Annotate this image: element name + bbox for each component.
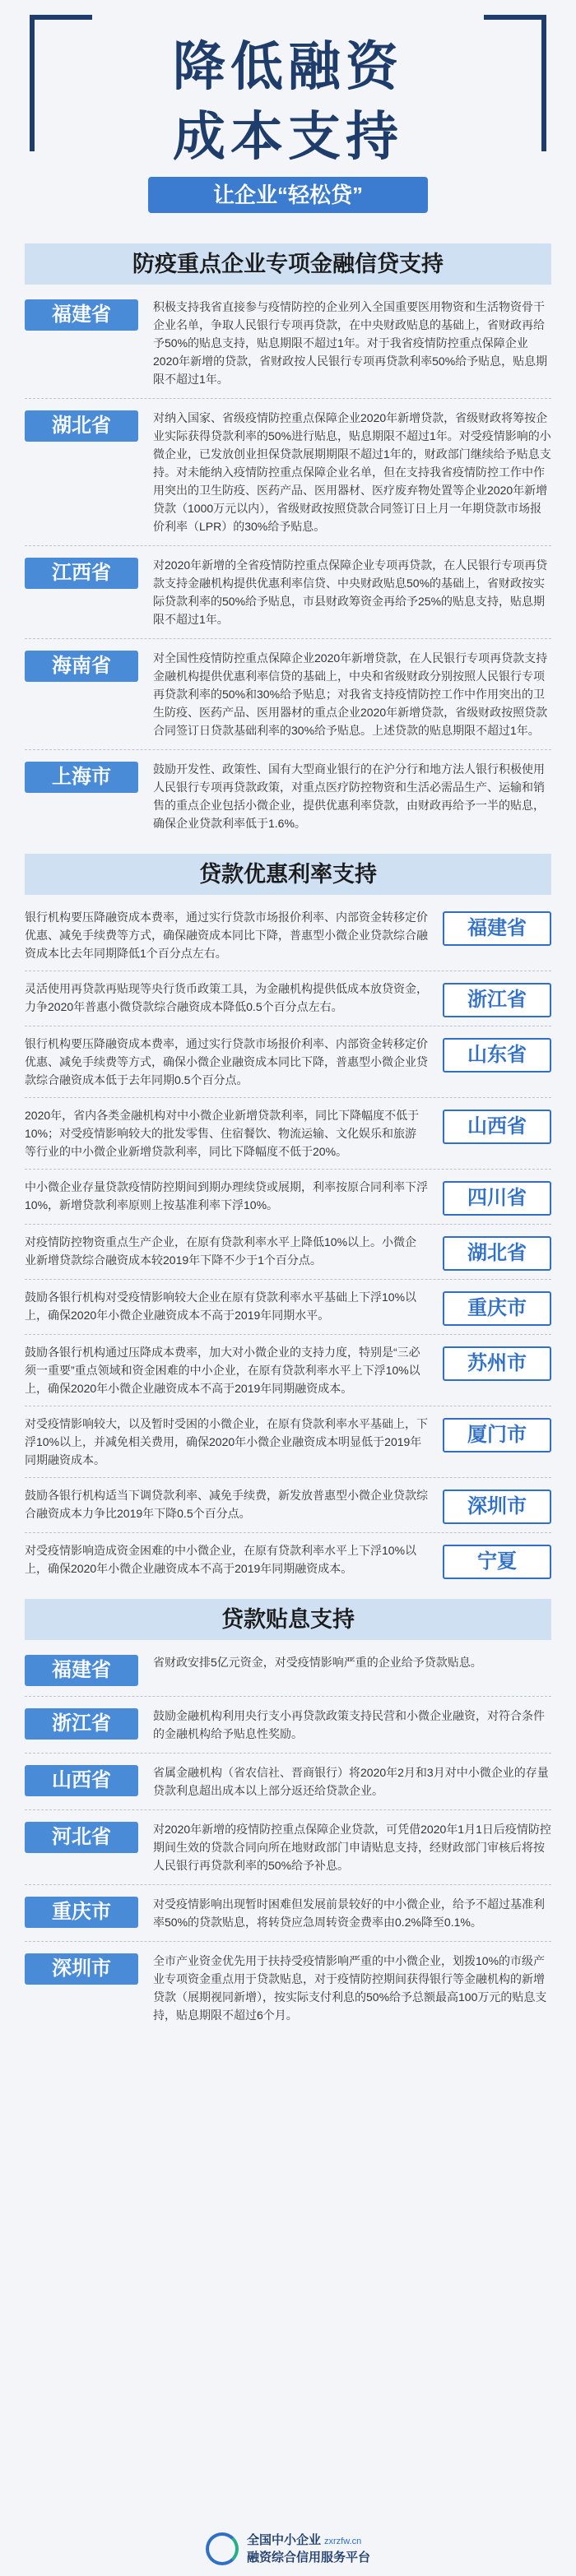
region-tag: 浙江省 xyxy=(25,1708,138,1740)
section-header-1: 防疫重点企业专项金融信贷支持 xyxy=(25,243,551,285)
section-header-2: 贷款优惠利率支持 xyxy=(25,854,551,895)
region-tag: 山西省 xyxy=(25,1765,138,1796)
section-3-list xyxy=(0,1640,576,2034)
region-tag: 山东省 xyxy=(443,1038,551,1073)
item-text: 鼓励各银行机构适当下调贷款利率、减免手续费，新发放普惠型小微企业贷款综合融资成本力争比2019年下降0.5个百分点。 xyxy=(25,1489,428,1520)
region-tag: 福建省 xyxy=(443,911,551,946)
list-item xyxy=(25,980,551,1026)
list-item xyxy=(25,409,551,546)
list-item xyxy=(25,1820,551,1885)
item-text: 省财政安排5亿元资金，对受疫情影响严重的企业给予贷款贴息。 xyxy=(153,1656,482,1669)
item-text: 对受疫情影响造成资金困难的中小微企业，在原有贷款利率水平上下浮10%以上，确保2020年小微企业融资成本不高于2019年同期融资成本。 xyxy=(25,1544,417,1575)
item-text: 对全国性疫情防控重点保障企业2020年新增贷款，在人民银行专项再贷款支持金融机构提供优惠利率信贷的基础上，中央和省级财政分别按照人民银行专项再贷款利率的50%和30%给予贴息；对我省支持疫情防控工作中作用突出的卫生防疫、医药产品、医用器材的重点企业2020年新增贷款，省级财政按照贷款合同签订日贷款基础利率的30%给予贴息。上述贷款的贴息期限不超过1年。 xyxy=(153,651,548,737)
section-1-list xyxy=(0,285,576,842)
region-tag: 苏州市 xyxy=(443,1346,551,1381)
region-tag: 宁夏 xyxy=(443,1545,551,1579)
title-line-1: 降低融资 xyxy=(173,37,403,98)
region-tag: 重庆市 xyxy=(443,1291,551,1326)
list-item xyxy=(25,908,551,971)
item-text: 对受疫情影响出现暂时困难但发展前景较好的中小微企业，给予不超过基准利率50%的贷款贴息，将转贷应急周转资金费率由0.2%降至0.1%。 xyxy=(153,1897,545,1929)
footer-text xyxy=(247,2532,370,2566)
item-text: 省属金融机构（省农信社、晋商银行）将2020年2月和3月对中小微企业的存量贷款利息超出成本以上部分返还给贷款企业。 xyxy=(153,1766,549,1797)
item-text: 鼓励金融机构利用央行支小再贷款政策支持民营和小微企业融资，对符合条件的金融机构给予贴息性奖励。 xyxy=(153,1709,545,1740)
item-text: 对受疫情影响较大，以及暂时受困的小微企业，在原有贷款利率水平基础上，下浮10%以上，并减免相关费用，确保2020年小微企业融资成本明显低于2019年同期融资成本。 xyxy=(25,1417,428,1466)
region-tag: 江西省 xyxy=(25,558,138,589)
region-tag: 海南省 xyxy=(25,651,138,682)
footer-line-1: 全国中小企业 xyxy=(246,2532,321,2547)
region-tag: 湖北省 xyxy=(25,410,138,442)
item-text: 鼓励各银行机构对受疫情影响较大企业在原有贷款利率水平基础上下浮10%以上，确保2020年小微企业融资成本不高于2019年同期水平。 xyxy=(25,1290,417,1322)
region-tag: 四川省 xyxy=(443,1181,551,1216)
item-text: 对2020年新增的疫情防控重点保障企业贷款，可凭借2020年1月1日后疫情防控期间生效的贷款合同向所在地财政部门申请贴息支持，经财政部门审核后将按人民银行再贷款利率的50%给予补息。 xyxy=(153,1823,551,1872)
region-tag: 上海市 xyxy=(25,762,138,793)
region-tag: 河北省 xyxy=(25,1822,138,1853)
list-item xyxy=(25,1178,551,1225)
item-text: 对2020年新增的全省疫情防控重点保障企业专项再贷款，在人民银行专项再贷款支持金融机构提供优惠利率信贷、中央财政贴息50%的基础上，省财政按实际贷款利率的50%给予贴息，市县财政筹资金再给予25%的贴息支持，贴息期限不超过1年。 xyxy=(153,558,548,626)
list-item xyxy=(25,1895,551,1942)
list-item xyxy=(25,760,551,842)
header xyxy=(0,0,576,214)
item-text: 积极支持我省直接参与疫情防控的企业列入全国重要医用物资和生活物资骨干企业名单，争取人民银行专项再贷款，在中央财政贴息的基础上，省财政再给予50%的贴息支持，贴息期限不超过1年。对于我省疫情防控重点保障企业2020年新增的贷款，省财政按人民银行专项再贷款利率50%给予贴息，贴息期限不超过1年。 xyxy=(153,300,548,386)
list-item xyxy=(25,298,551,399)
subtitle-banner: 让企业“轻松贷” xyxy=(148,177,428,213)
list-item xyxy=(25,1288,551,1335)
region-tag: 浙江省 xyxy=(443,983,551,1017)
item-text: 银行机构要压降融资成本费率，通过实行贷款市场报价利率、内部资金转移定价优惠、减免手续费等方式，确保融资成本同比下降，普惠型小微企业贷款综合融资成本比去年同期降低1个百分点左右。 xyxy=(25,910,428,960)
list-item xyxy=(25,1653,551,1697)
list-item xyxy=(25,1035,551,1098)
item-text: 鼓励各银行机构通过压降成本费率，加大对小微企业的支持力度，特别是“三必须一重要”重点领域和资金困难的中小企业，在原有贷款利率水平上下浮10%以上，确保2020年小微企业融资成本不高于2019年同期融资成本。 xyxy=(25,1346,420,1395)
list-item xyxy=(25,1952,551,2034)
region-tag: 福建省 xyxy=(25,1655,138,1686)
region-tag: 福建省 xyxy=(25,299,138,331)
footer-line-2: 融资综合信用服务平台 xyxy=(246,2550,370,2564)
region-tag: 重庆市 xyxy=(25,1897,138,1928)
item-text: 银行机构要压降融资成本费率，通过实行贷款市场报价利率、内部资金转移定价优惠、减免手续费等方式，确保小微企业融资成本同比下降，普惠型小微企业贷款综合融资成本低于去年同期0.5个百分点。 xyxy=(25,1037,428,1086)
region-tag: 深圳市 xyxy=(443,1490,551,1524)
region-tag: 厦门市 xyxy=(443,1418,551,1452)
list-item xyxy=(25,1233,551,1280)
list-item xyxy=(25,1541,551,1587)
footer xyxy=(0,2522,576,2576)
section-2-list xyxy=(0,895,576,1587)
region-tag: 湖北省 xyxy=(443,1236,551,1271)
section-header-3: 贷款贴息支持 xyxy=(25,1599,551,1640)
item-text: 对疫情防控物资重点生产企业，在原有贷款利率水平上降低10%以上。小微企业新增贷款综合融资成本较2019年下降不少于1个百分点。 xyxy=(25,1235,417,1267)
list-item xyxy=(25,649,551,750)
title-line-2: 成本支持 xyxy=(173,107,403,168)
list-item xyxy=(25,1343,551,1406)
list-item xyxy=(25,1707,551,1754)
list-item xyxy=(25,1763,551,1810)
item-text: 全市产业资金优先用于扶持受疫情影响严重的中小微企业，划拨10%的市级产业专项资金重点用于贷款贴息，对于疫情防控期间获得银行等金融机构的新增贷款（展期视同新增），按实际支付利息的50%给予总额最高100万元的贴息支持，贴息期限不超过6个月。 xyxy=(153,1954,547,2022)
list-item xyxy=(25,1106,551,1170)
region-tag: 深圳市 xyxy=(25,1953,138,1985)
item-text: 灵活使用再贷款再贴现等央行货币政策工具，为金融机构提供低成本放贷资金，力争2020年普惠小微贷款综合融资成本降低0.5个百分点左右。 xyxy=(25,982,428,1013)
footer-url: zxrzfw.cn xyxy=(324,2536,362,2546)
item-text: 中小微企业存量贷款疫情防控期间到期办理续贷或展期，利率按原合同利率下浮10%，新增贷款利率原则上按基准利率下浮10%。 xyxy=(25,1180,428,1212)
item-text: 对纳入国家、省级疫情防控重点保障企业2020年新增贷款，省级财政将筹按企业实际获得贷款利率的50%进行贴息，贴息期限不超过1年。对受疫情影响的小微企业，已发放创业担保贷款展期期限不超过1年的，财政部门继续给予贴息支持。对未能纳入疫情防控重点保障企业名单，但在支持我省疫情防控工作中作用突出的卫生防疫、医药产品、医用器材、医疗废弃物处置等企业2020年新增贷款（1000万元以内），省级财政按照贷款合同签订日上月一年期贷款市场报价利率（LPR）的30%给予贴息。 xyxy=(153,411,551,533)
item-text: 2020年，省内各类金融机构对中小微企业新增贷款利率，同比下降幅度不低于10%；对受疫情影响较大的批发零售、住宿餐饮、物流运输、文化娱乐和旅游等行业的中小微企业新增贷款利率，同比下降幅度不低于20%。 xyxy=(25,1109,420,1158)
region-tag: 山西省 xyxy=(443,1110,551,1144)
item-text: 鼓励开发性、政策性、国有大型商业银行的在沪分行和地方法人银行积极使用人民银行专项再贷款政策，对重点医疗防控物资和生活必需品生产、运输和销售的重点企业包括小微企业，提供优惠利率贷款，由财政再给予一半的贴息，确保企业贷款利率低于1.6%。 xyxy=(153,762,545,830)
platform-logo-icon xyxy=(206,2532,239,2565)
list-item xyxy=(25,1415,551,1478)
list-item xyxy=(25,556,551,639)
list-item xyxy=(25,1486,551,1533)
